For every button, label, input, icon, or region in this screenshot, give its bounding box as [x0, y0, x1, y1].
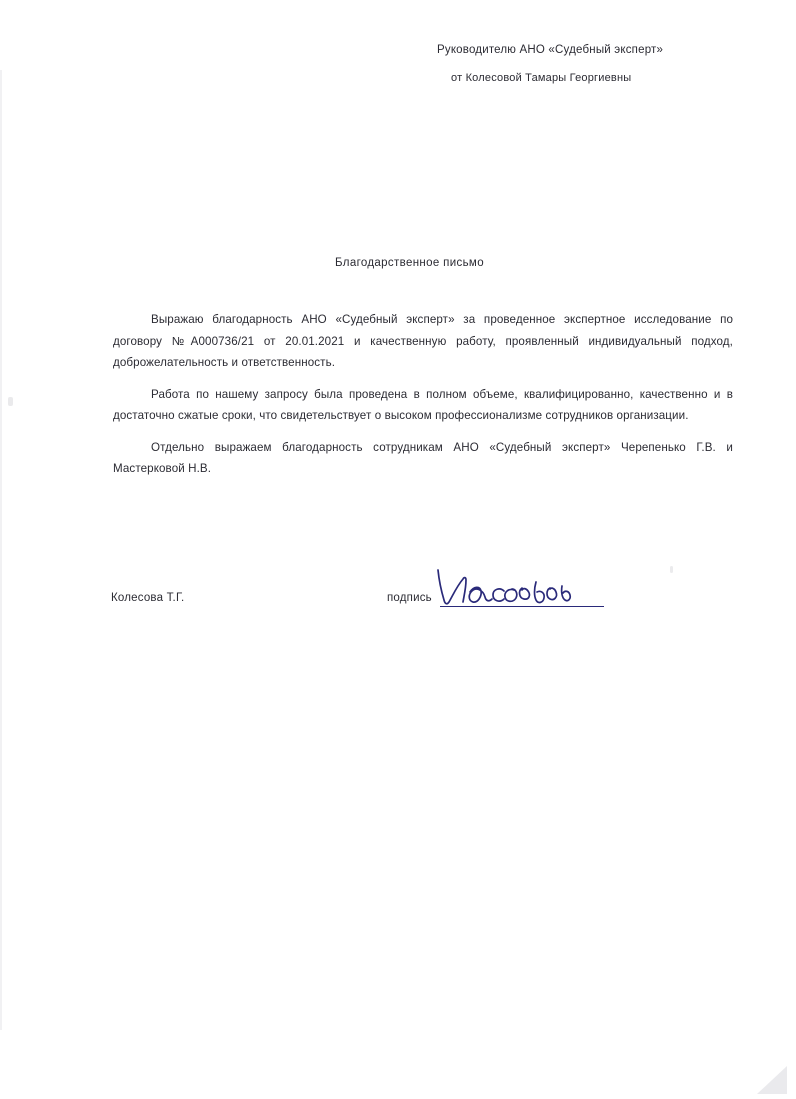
addressee-line-2: от Колесовой Тамары Георгиевны: [451, 72, 632, 84]
letter-body: [113, 309, 733, 480]
signature-block: [0, 592, 796, 632]
scan-speck-artifact: [8, 397, 13, 406]
paragraph: Работа по нашему запросу была проведена в полном объеме, квалифицированно, качественно и в достаточно сжатые сроки, что свидетельствует о высоком профессионализме сотрудников организации.: [113, 387, 733, 422]
signatory-name: Колесова Т.Г.: [111, 592, 185, 604]
signature-line: [440, 606, 604, 607]
scan-speck-artifact: [670, 566, 673, 573]
paragraph: Отдельно выражаем благодарность сотрудникам АНО «Судебный эксперт» Черепенько Г.В. и Мастерковой Н.В.: [113, 440, 733, 475]
page-corner-fold: [757, 1066, 787, 1094]
scan-edge-artifact: [0, 70, 2, 1030]
addressee-line-1: Руководителю АНО «Судебный эксперт»: [437, 44, 664, 56]
addressee-block: [437, 44, 767, 84]
paragraph: Выражаю благодарность АНО «Судебный эксперт» за проведенное экспертное исследование по договору №А000736/21 от 20.01.2021 и качественную работу, проявленный индивидуальный подход, доброжелательность и ответственность.: [113, 313, 733, 369]
page-title: Благодарственное письмо: [335, 257, 484, 269]
signature-label: подпись: [387, 592, 432, 604]
